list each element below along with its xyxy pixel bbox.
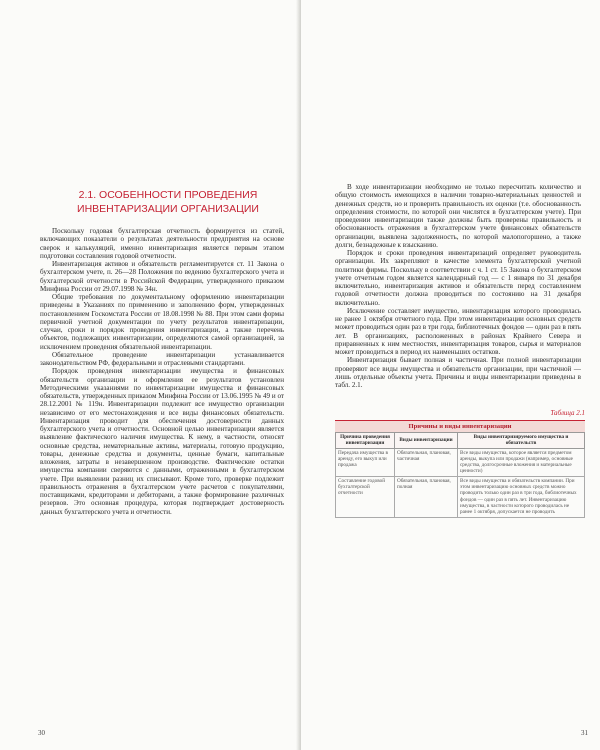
- right-body-text: [335, 183, 581, 389]
- paragraph: Инвентаризация бывает полная и частичная. При полной инвентаризации проверяют все виды имущества и обязательств организации, при частичной — лишь отдельные объекты учета. Причины и виды инвентаризации приведены в табл. 2.1.: [335, 356, 581, 389]
- paragraph: Инвентаризация активов и обязательств регламентируется ст. 11 Закона о бухгалтерском учете, п. 26—28 Положения по ведению бухгалтерского учета и бухгалтерской отчетности в Российской Федерации, утвержденного приказом Минфина России от 29.07.1998 № 34н.: [40, 260, 284, 293]
- paragraph: В ходе инвентаризации необходимо не только пересчитать количество и общую стоимость имеющихся в наличии товарно-материальных ценностей и денежных средств, но и проверить правильность их оценки (т.е. обоснованность определения стоимости, по которой они числятся в бухгалтерском учете). При проведении инвентаризации также должны быть проверены правильность и обоснованность отражения в бухгалтерском учете финансовых обязательств организации, выявлена задолженность, по которой малопогоршено, а также долги, безнадежные к взысканию.: [335, 183, 581, 249]
- table-grid: [335, 432, 585, 518]
- table-cell: Все виды имущества, которое является предметом аренды, выкупа или продажи (например, основные средства, долгосрочные вложения и материальные ценности): [458, 448, 585, 476]
- column-header: Причина проведения инвентаризации: [336, 433, 395, 449]
- table-cell: Составление годовой бухгалтерской отчетности: [336, 476, 395, 517]
- inventory-table: [335, 420, 585, 518]
- table-cell: Передача имущества в аренду, его выкуп или продажа: [336, 448, 395, 476]
- right-page: [301, 0, 600, 750]
- left-body-text: [40, 227, 284, 516]
- paragraph: Порядок проведения инвентаризации имущества и финансовых обязательств организации и оформления ее результатов установлен Методическими указаниями по инвентаризации имущества и финансовых обязательств, утвержденных приказом Минфина России от 13.06.1995 № 49 и от 28.12.2001 № 119н. Инвентаризации подлежит все имущество организации независимо от его местонахождения и все виды финансовых обязательств. Инвентаризация проводит для обеспечения достоверности данных бухгалтерского учета и отчетности. Основной целью инвентаризации является выявление фактического наличия имущества. К нему, в частности, относят основные средства, нематериальные активы, материалы, готовую продукцию, товары, денежные средства и документы, ценные бумаги, капитальные вложения, затраты в незавершенном производстве. Фактические остатки имущества компании сверяются с данными, отраженными в бухгалтерском учете. При выявлении разниц их списывают. Кроме того, проверке подлежит правильность отражения в бухгалтерском учете расчетов с покупателями, поставщиками, кредиторами и дебиторами, а также формирование различных резервов. Это основная процедура, которая подтверждает достоверность данных бухгалтерского учета и отчетности.: [40, 367, 284, 516]
- table-header-row: [336, 433, 585, 449]
- page-number: 30: [38, 729, 45, 737]
- column-header: Виды инвентаризации: [395, 433, 458, 449]
- table-cell: Все виды имущества и обязательств компании. При этом инвентаризацию основных средств можно проводить только один раз в три года, библиотечных фондов — один раз в пять лет. Инвентаризацию имущества, в частности которого проводилась не ранее 1 октября, допускается не проводить: [458, 476, 585, 517]
- table-cell: Обязательная, плановая, частичная: [395, 448, 458, 476]
- column-header: Виды инвентаризируемого имущества и обязательств: [458, 433, 585, 449]
- paragraph: Общие требования по документальному оформлению инвентаризации приведены в Указаниях по применению и заполнению форм, утвержденных постановлением Госкомстата России от 18.08.1998 № 88. При этом сами формы первичной учетной документации по учету результатов инвентаризации, случаи, сроки и порядок проведения инвентаризации, а также перечень объектов, подлежащих инвентаризации, определяются самой организацией, за исключением проведения обязательной инвентаризации.: [40, 293, 284, 351]
- table-row: [336, 476, 585, 517]
- section-heading: 2.1. ОСОБЕННОСТИ ПРОВЕДЕНИЯ ИНВЕНТАРИЗАЦИИ ОРГАНИЗАЦИИ: [77, 189, 259, 215]
- page-number: 31: [581, 729, 588, 737]
- paragraph: Исключение составляет имущество, инвентаризация которого проводилась не ранее 1 октября отчетного года. При этом инвентаризации основных средств может проводиться один раз в три года, библиотечных фондов — один раз в пять лет. В организациях, расположенных в районах Крайнего Севера и приравненных к ним местностях, инвентаризация товаров, сырья и материалов может проводиться в период их наименьших остатков.: [335, 306, 581, 356]
- table-title: Причины и виды инвентаризации: [335, 420, 585, 432]
- left-page: [0, 0, 299, 750]
- paragraph: Порядок и сроки проведения инвентаризаций определяет руководитель организации. Их закрепляют в качестве элемента бухгалтерской учетной политики фирмы. Поскольку в соответствии с ч. 1 ст. 15 Закона о бухгалтерском учете отчетным годом является календарный год — с 1 января по 31 декабря включительно, инвентаризация активов и обязательств перед составлением годовой отчетности должна проводиться по состоянию на 31 декабря включительно.: [335, 249, 581, 307]
- table-caption: Таблица 2.1: [550, 409, 585, 417]
- table-row: [336, 448, 585, 476]
- table-cell: Обязательная, плановая, полная: [395, 476, 458, 517]
- paragraph: Поскольку годовая бухгалтерская отчетность формируется из статей, включающих показатели о результатах деятельности предприятия на основе сверок и калькуляций, именно инвентаризация является первым этапом подготовки составления годовой отчетности.: [40, 227, 284, 260]
- paragraph: Обязательное проведение инвентаризации устанавливается законодательством РФ, федеральными и отраслевыми стандартами.: [40, 350, 284, 367]
